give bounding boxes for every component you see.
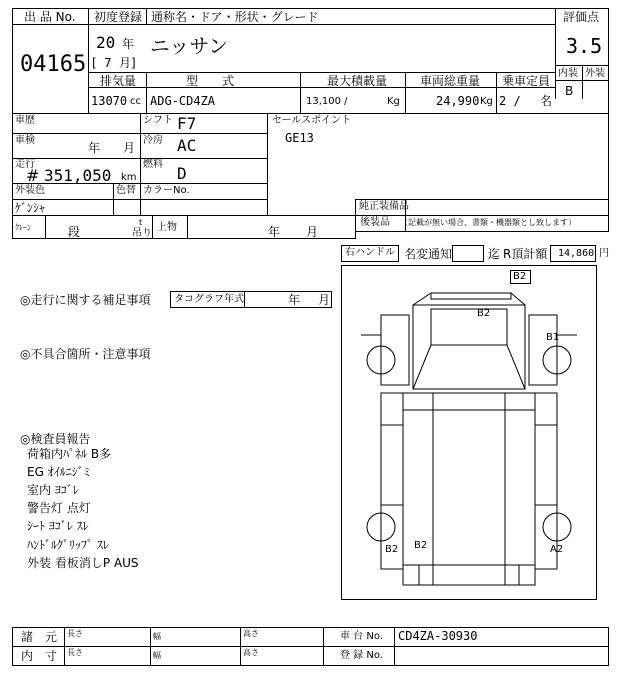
- model-label: 型 式: [186, 74, 235, 88]
- inspection-year-unit: 年: [88, 141, 101, 155]
- length-label: 長さ: [67, 629, 83, 638]
- crane-ton: t: [139, 218, 143, 227]
- height-label: 高さ: [243, 629, 259, 638]
- upper-month-unit: 月: [306, 225, 319, 239]
- tacho-year-unit: 年: [288, 293, 301, 307]
- shift-label: シフト: [143, 115, 173, 126]
- inspector-line: 外装 看板消しP AUS: [27, 556, 139, 570]
- mileage-unit: km: [121, 172, 137, 183]
- month-unit: 月]: [119, 56, 136, 70]
- cargo-body: [403, 393, 535, 585]
- right-side-panel: [535, 393, 557, 569]
- inspector-line: ｼｰﾄ ﾖｺﾞﾚ ｽﾚ: [27, 519, 89, 533]
- mileage-label: 走行: [15, 159, 35, 170]
- inspector-line: 室内 ﾖｺﾞﾚ: [27, 483, 79, 497]
- registration-year: 20: [96, 33, 116, 52]
- defects-title: ◎不具合箇所・注意事項: [20, 347, 151, 361]
- spec-label: 諸 元: [21, 630, 58, 644]
- displacement-unit: cc: [130, 96, 141, 107]
- max-load-label: 最大積載量: [327, 74, 388, 88]
- crane-stage-unit: 段: [68, 225, 81, 239]
- genuine-equipment-label: 純正装備品: [359, 201, 409, 212]
- name-change-box: [452, 245, 484, 262]
- inspection-label: 車検: [15, 135, 35, 146]
- tacho-month-unit: 月: [318, 293, 331, 307]
- name-change-label: 名変通知: [404, 247, 453, 261]
- capacity-value: 2 /: [499, 94, 521, 108]
- displacement-label: 排気量: [100, 74, 137, 88]
- exterior-label: 外装: [585, 68, 605, 79]
- upper-body-label: 上物: [157, 222, 177, 233]
- vehicle-name-label: 通称名・ドア・形状・グレード: [151, 10, 319, 24]
- ext-color-value: ｹﾞﾝｼｬ: [15, 201, 46, 215]
- damage-mark: B2: [385, 544, 399, 555]
- previous-label: 迄: [488, 247, 501, 261]
- inner-width-label: 幅: [153, 651, 161, 660]
- model-code: ADG-CD4ZA: [150, 94, 216, 108]
- driving-notes-title: ◎走行に関する補足事項: [20, 293, 151, 307]
- width-label: 幅: [153, 632, 161, 641]
- right-door: [529, 315, 560, 385]
- max-load-unit: Kg: [387, 96, 400, 107]
- inspector-line: EG ｵｲﾙﾆｼﾞﾐ: [27, 465, 90, 479]
- rhd-label: 右ハンドル: [345, 247, 395, 258]
- inner-length-label: 長さ: [67, 648, 83, 657]
- maker-name: ニッサン: [150, 34, 229, 58]
- color-code-label: カラーNo.: [143, 185, 190, 196]
- registration-month: 7: [104, 56, 112, 70]
- chassis-number: CD4ZA-30930: [398, 629, 478, 643]
- crane-lift: 吊り: [132, 228, 152, 239]
- cab-roof-marker: [431, 293, 511, 299]
- shift-value: F7: [177, 114, 197, 133]
- max-load-value: 13,100 /: [306, 96, 348, 107]
- inspector-line: 荷箱内ﾊﾟﾈﾙ B多: [27, 447, 112, 461]
- capacity-unit: 名: [540, 94, 553, 108]
- damage-mark: B2: [513, 271, 527, 282]
- mileage-value: 351,050: [44, 166, 112, 185]
- damage-mark: B1: [546, 332, 560, 343]
- ac-value: AC: [177, 136, 197, 155]
- mileage-prefix: #: [26, 166, 40, 185]
- fuel-value: D: [177, 164, 187, 183]
- score-value: 3.5: [566, 34, 603, 58]
- tacho-label: タコグラフ年式: [174, 294, 244, 305]
- gross-weight-unit: Kg: [480, 96, 493, 107]
- first-registration-label: 初度登録: [94, 10, 143, 24]
- fuel-label: 燃料: [143, 159, 163, 170]
- interior-label: 内装: [558, 68, 578, 79]
- capacity-label: 乗車定員: [502, 74, 551, 88]
- damage-mark: B2: [414, 540, 428, 551]
- lot-label: 出 品 No.: [24, 10, 76, 24]
- inspection-month-unit: 月: [123, 141, 136, 155]
- score-label: 評価点: [563, 10, 600, 24]
- interior-grade: B: [565, 84, 574, 98]
- sales-point-label: セールスポイント: [272, 115, 352, 126]
- lot-number: 04165: [20, 52, 87, 77]
- inspector-line: 警告灯 点灯: [27, 501, 91, 515]
- year-unit: 年: [122, 37, 135, 51]
- crane-label: ｸﾚｰﾝ: [15, 223, 31, 232]
- damage-mark: B2: [477, 308, 491, 319]
- odometer-label: R頂計額: [503, 247, 548, 261]
- color-change-label: 色替: [116, 185, 136, 196]
- inspector-line: ﾊﾝﾄﾞﾙｸﾞﾘｯﾌﾟ ｽﾚ: [27, 538, 109, 552]
- aftermarket-label: 後装品: [360, 217, 390, 228]
- inner-height-label: 高さ: [243, 648, 259, 657]
- left-door: [381, 315, 409, 385]
- gross-weight-label: 車両総重量: [420, 74, 481, 88]
- ac-label: 冷房: [143, 135, 163, 146]
- displacement-value: 13070: [91, 94, 128, 108]
- aftermarket-note: （記載が無い場合、書類・機器類とし致します）: [400, 218, 576, 227]
- damage-mark: A2: [550, 544, 564, 555]
- registration-label: 登 録 No.: [340, 650, 383, 661]
- month-open: [: [92, 56, 97, 70]
- history-label: 車歴: [15, 115, 35, 126]
- crane-frame: [12, 215, 356, 239]
- ext-color-label: 外装色: [15, 185, 45, 196]
- chassis-label: 車 台 No.: [340, 631, 383, 642]
- upper-year-unit: 年: [268, 225, 281, 239]
- left-side-panel: [381, 393, 403, 569]
- gross-weight-value: 24,990: [436, 94, 480, 108]
- inspector-report-title: ◎検査員報告: [20, 432, 91, 446]
- odometer-value: 14,860: [558, 248, 595, 259]
- windshield: [431, 309, 507, 345]
- sales-point-value: GE13: [285, 131, 314, 145]
- odometer-unit: 円: [599, 248, 609, 259]
- inner-dim-label: 内 寸: [21, 649, 58, 663]
